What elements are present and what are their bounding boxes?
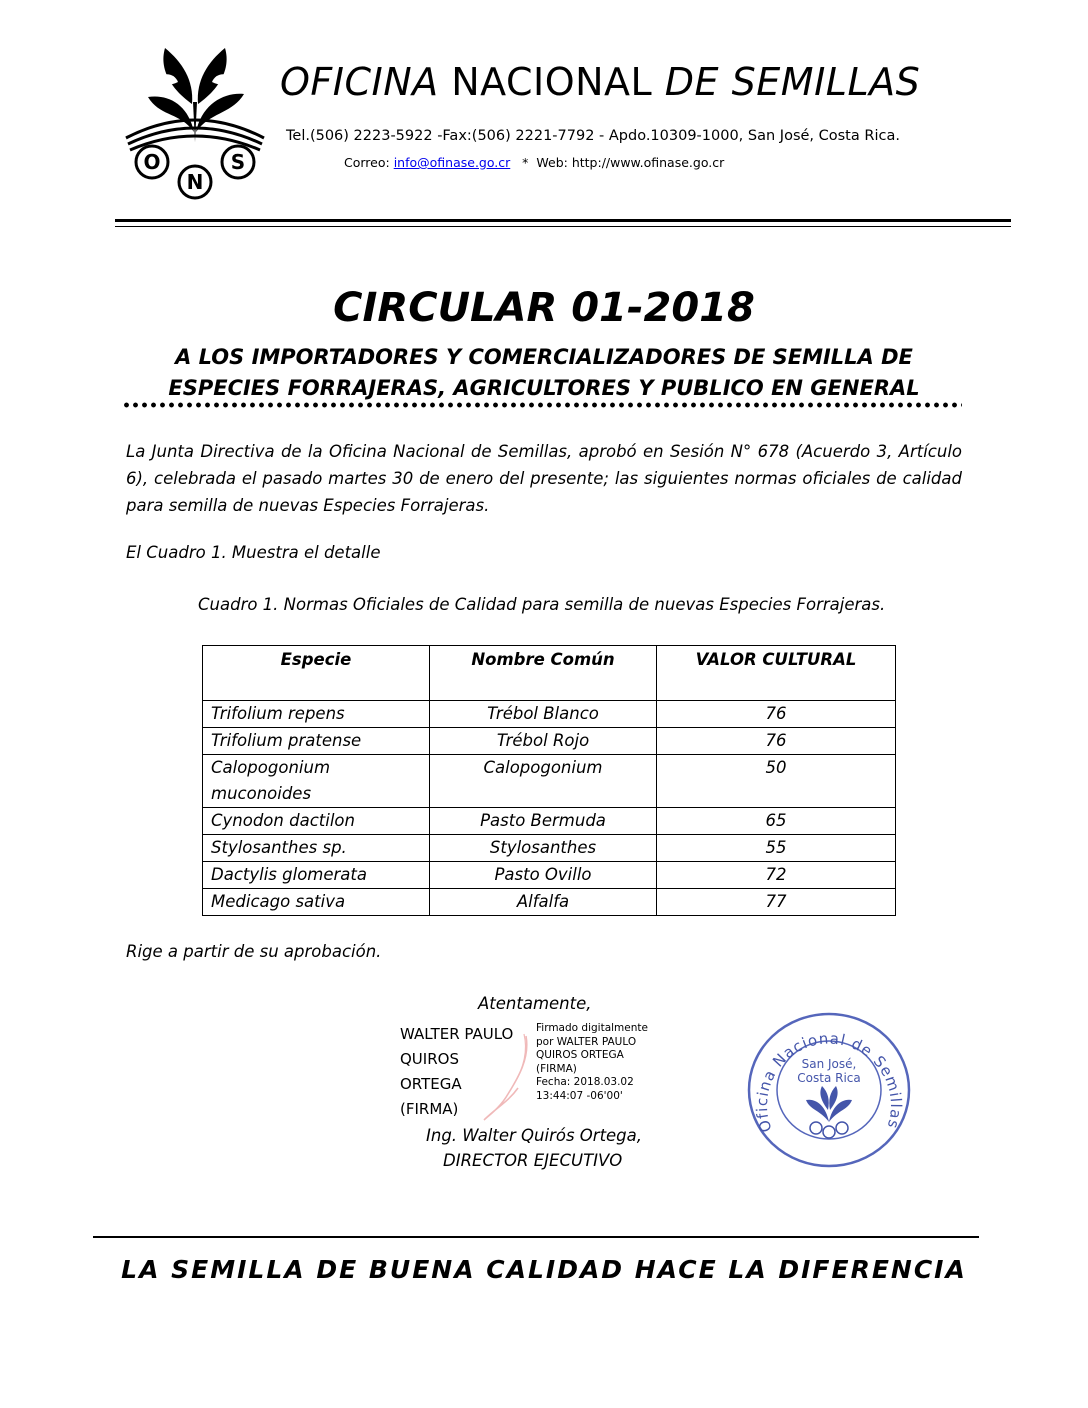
closing-line: Rige a partir de su aprobación.: [126, 942, 382, 961]
table-row: [203, 862, 896, 889]
svg-text:San José,: San José,: [801, 1057, 857, 1071]
cell-especie: Dactylis glomerata: [203, 862, 430, 889]
table-header-row: [203, 646, 896, 701]
cell-nombre: Trébol Blanco: [430, 701, 657, 728]
email-link[interactable]: info@ofinase.go.cr: [393, 155, 511, 170]
cell-valor: 77: [657, 889, 896, 916]
header-nombre-comun: Nombre Común: [430, 646, 657, 701]
handwritten-signature: [478, 1028, 538, 1124]
org-title: OFICINA NACIONAL DE SEMILLAS: [280, 60, 921, 104]
svg-text:Oficina Nacional de Semillas: Oficina Nacional de Semillas: [752, 1029, 906, 1135]
norms-table: [202, 645, 896, 916]
circular-title: CIRCULAR 01-2018: [333, 285, 755, 331]
cell-valor: 50: [657, 755, 896, 808]
cell-especie: Stylosanthes sp.: [203, 835, 430, 862]
svg-text:S: S: [230, 150, 246, 174]
table-row: [203, 701, 896, 728]
digital-signature-info: Firmado digitalmente por WALTER PAULO QUIROS ORTEGA (FIRMA) Fecha: 2018.03.02 13:44:07 -06'00': [536, 1022, 648, 1102]
table-row: [203, 728, 896, 755]
table-row: [203, 835, 896, 862]
contact-line: Tel.(506) 2223-5922 -Fax:(506) 2221-7792 - Apdo.10309-1000, San José, Costa Rica.: [286, 128, 900, 144]
cell-valor: 72: [657, 862, 896, 889]
header-rule-thin: [115, 226, 1011, 227]
cell-especie: Trifolium pratense: [203, 728, 430, 755]
email-web-line: Correo: info@ofinase.go.cr * Web: http://www.ofinase.go.cr: [344, 155, 725, 170]
cell-valor: 65: [657, 808, 896, 835]
svg-text:N: N: [186, 170, 204, 194]
signer-name-block: WALTER PAULO QUIROS ORTEGA (FIRMA): [400, 1025, 514, 1118]
table-caption: Cuadro 1. Normas Oficiales de Calidad para semilla de nuevas Especies Forrajeras.: [198, 595, 886, 614]
cell-valor: 76: [657, 701, 896, 728]
cell-especie: Calopogonium muconoides: [203, 755, 430, 808]
ons-logo: [120, 42, 270, 202]
cell-especie: Cynodon dactilon: [203, 808, 430, 835]
cell-nombre: Pasto Ovillo: [430, 862, 657, 889]
cell-valor: 55: [657, 835, 896, 862]
header-especie: Especie: [203, 646, 430, 701]
svg-text:O: O: [143, 150, 161, 174]
table-row: [203, 808, 896, 835]
cell-nombre: Calopogonium: [430, 755, 657, 808]
circular-subtitle: A LOS IMPORTADORES Y COMERCIALIZADORES DE SEMILLA DE ESPECIES FORRAJERAS, AGRICULTORES Y PUBLICO EN GENERAL: [168, 345, 920, 400]
svg-text:Costa Rica: Costa Rica: [797, 1071, 861, 1085]
cell-nombre: Alfalfa: [430, 889, 657, 916]
cell-valor: 76: [657, 728, 896, 755]
official-stamp: [746, 1010, 912, 1170]
cell-nombre: Stylosanthes: [430, 835, 657, 862]
table-row: [203, 755, 896, 808]
table-row: [203, 889, 896, 916]
cell-nombre: Trébol Rojo: [430, 728, 657, 755]
body-paragraph: La Junta Directiva de la Oficina Nacional de Semillas, aprobó en Sesión N° 678 (Acuerdo 3, Artículo 6), celebrada el pasado martes 30 de enero del presente; las siguientes normas oficiales de calidad para semilla de nuevas Especies Forrajeras.: [126, 442, 962, 515]
cell-especie: Medicago sativa: [203, 889, 430, 916]
cell-especie: Trifolium repens: [203, 701, 430, 728]
header-rule: [115, 219, 1011, 222]
greeting: Atentamente,: [478, 994, 592, 1013]
cell-nombre: Pasto Bermuda: [430, 808, 657, 835]
signer-position: DIRECTOR EJECUTIVO: [443, 1151, 623, 1170]
footer-slogan: LA SEMILLA DE BUENA CALIDAD HACE LA DIFERENCIA: [121, 1255, 967, 1284]
signer-full-name: Ing. Walter Quirós Ortega,: [426, 1126, 643, 1145]
intro-line: El Cuadro 1. Muestra el detalle: [126, 543, 381, 562]
dotted-divider: [122, 402, 962, 408]
header-valor-cultural: VALOR CULTURAL: [657, 646, 896, 701]
footer-rule: [93, 1236, 979, 1238]
